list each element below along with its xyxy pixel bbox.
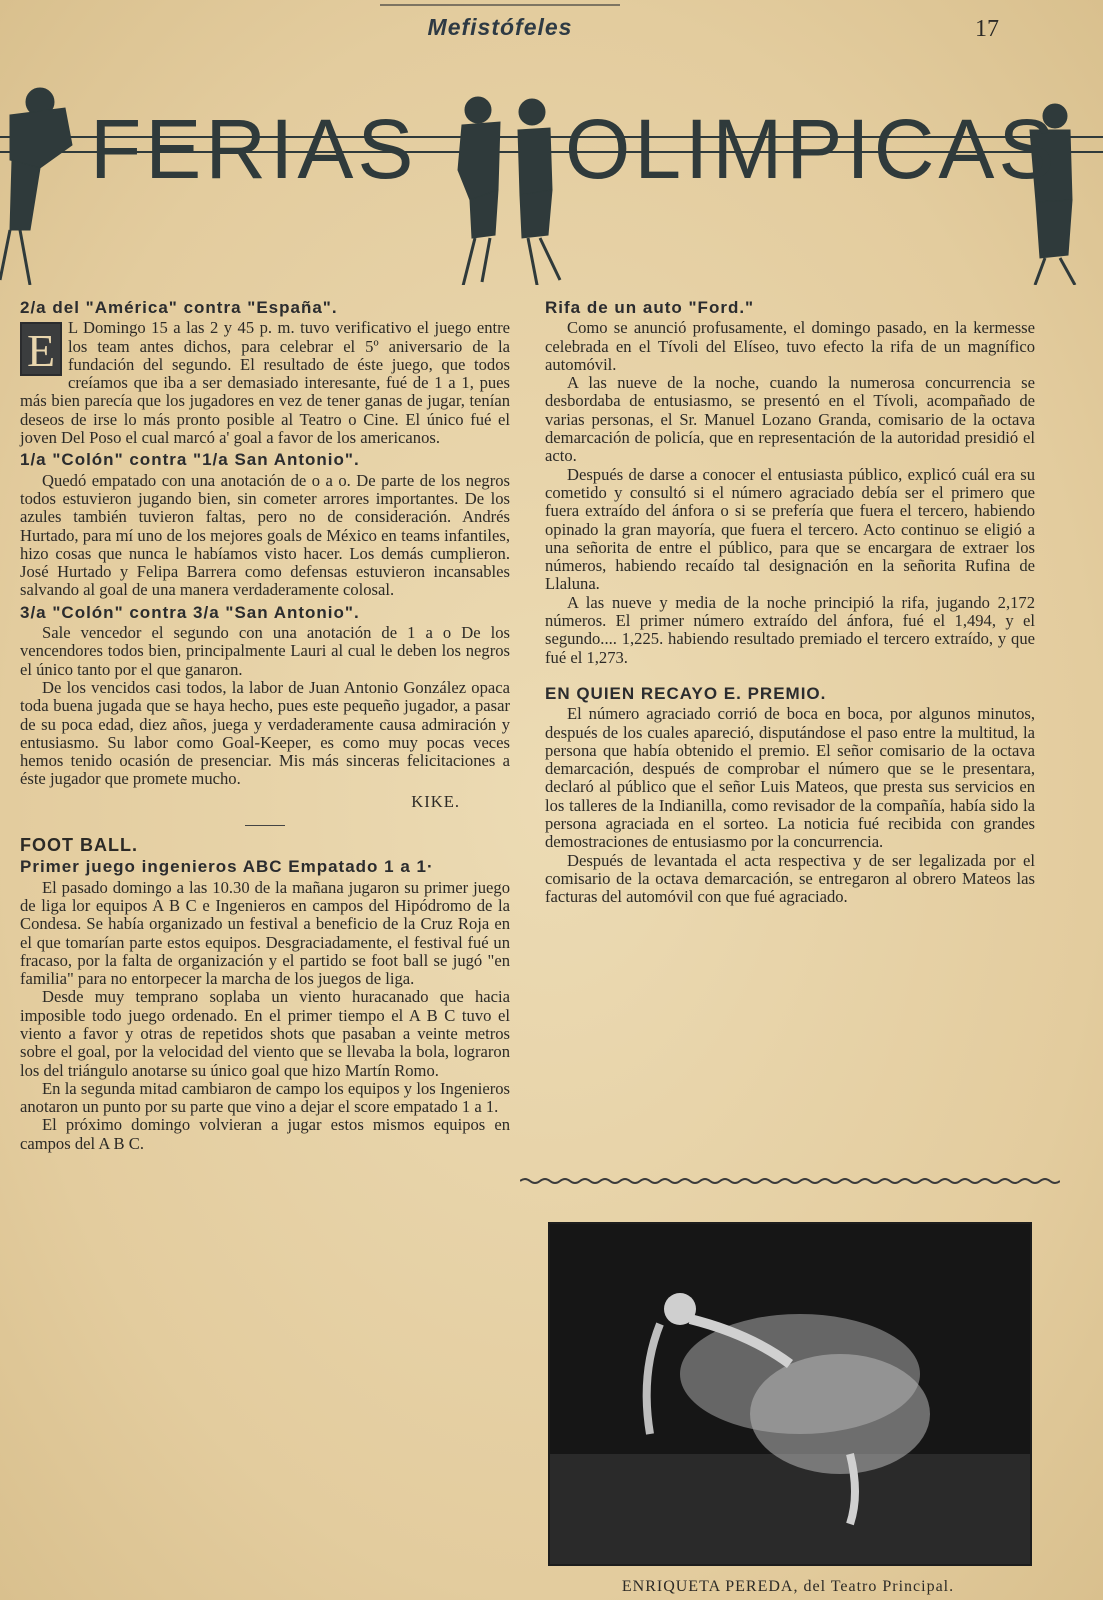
- paragraph: Después de darse a conocer el entusiasta público, explicó cuál era su cometido y consultó si el número agraciado debía ser el primero que fuera extraído del ánfora o si se prefería que fuera el tercero, habiendo opinado la gran mayoría, que fuera el tercero. Acto continuo se eligió a una señorita de entre el público, para que se encargara de extraer los números, habiendo recaído tal designación en la señorita Rufina de Llaluna.: [545, 464, 1035, 594]
- paragraph: El pasado domingo a las 10.30 de la mañana jugaron su primer juego de liga lor equipos A B C e Ingenieros en campos del Hipódromo de la Condesa. Se había organizado un festival a beneficio de la Cruz Roja en el que tomarían parte estos equipos. Desgraciadamente, el festival fué un fracaso, por la falta de organización y el partido se foot ball se jugó "en familia" para no entorpecer la marcha de los juegos de liga.: [20, 877, 510, 989]
- right-column: [545, 295, 1035, 907]
- paragraph: L Domingo 15 a las 2 y 45 p. m. tuvo verificativo el juego entre los team antes dichos, para celebrar el 5º aniversario de la fundación del segundo. El resultado de éste juego, que todos creíamos que iba a ser demasiado interesante, fué de 1 a 1, pues más bien parecía que los jugadores en vez de tener ganas de jugar, tenían deseos de irse lo más pronto posible al Teatro o Cine. El único fué el joven Del Poso el cual marcó a' goal a favor de los americanos.: [20, 318, 510, 448]
- section-title: 3/a "Colón" contra 3/a "San Antonio".: [20, 602, 360, 622]
- paragraph: Desde muy temprano soplaba un viento huracanado que hacia imposible todo juego ordenado. En el primer tiempo el A B C tuvo el viento a favor y otras de repetidos shots que pasaban a veinte metros sobre el goal, por la velocidad del viento que se llevaba la bola, lograron los del triángulo anotarse su único goal que hizo Martín Romo.: [20, 987, 510, 1080]
- photo-caption: ENRIQUETA PEREDA, del Teatro Principal.: [621, 1578, 955, 1595]
- top-rule: [380, 4, 620, 6]
- paragraph: El número agraciado corrió de boca en boca, por algunos minutos, después de los cuales apareció, disputándose el paso entre la multitud, la persona que había obtenido el premio. El señor comisario de la octava demarcación, después de comprobar el número que se le presentara, declaró al público que el señor Luis Mateos, que presta sus servicios en los talleres de la Indianilla, como revisador de la compañía, había sido la persona agraciada en el sorteo. La noticia fué recibida con grandes demostraciones de entusiasmo por la concurrencia.: [545, 704, 1035, 852]
- paragraph: Quedó empatado con una anotación de o a o. De parte de los negros todos estuvieron jugando bien, sin cometer arrores importantes. De los azules también tuvieron faltas, pero no de consideración. Andrés Hurtado, para mí uno de los mejores goals de México en teams infantiles, hizo cosas que nunca le habíamos visto hacer. Los demás cumplieron. José Hurtado y Felipa Barrera como defensas estuvieron incansables salvando al goal de una manera verdaderamente colosal.: [20, 470, 510, 600]
- drop-cap: E: [20, 322, 62, 376]
- section-title: Rifa de un auto "Ford.": [545, 298, 755, 317]
- athlete-figure: [10, 160, 40, 230]
- decorative-wave-rule: [520, 1177, 1060, 1185]
- left-column: [20, 295, 510, 1153]
- paragraph: Sale vencedor el segundo con una anotación de 1 a o De los vencendores todos bien, principalmente Lauri al cual le deben los negros el único tanto por el que ganaron.: [20, 623, 510, 679]
- banner-title-left: FERIAS: [90, 102, 418, 196]
- paragraph: El próximo domingo volvieran a jugar estos mismos equipos en campos del A B C.: [20, 1115, 510, 1153]
- section-title: 1/a "Colón" contra "1/a San Antonio".: [20, 450, 360, 470]
- section-heading: FOOT BALL.: [20, 835, 138, 856]
- section-title: 2/a del "América" contra "España".: [20, 298, 338, 317]
- paragraph: Después de levantada el acta respectiva y de ser legalizada por el comisario de la octava demarcación, se entregaron al obrero Mateos las facturas del automóvil con que fué agraciado.: [545, 850, 1035, 907]
- divider: [245, 825, 285, 826]
- dancer-photograph: [548, 1222, 1032, 1566]
- ferias-olimpicas-banner: [0, 50, 1103, 285]
- running-head: Mefistófeles: [427, 14, 573, 40]
- paragraph: En la segunda mitad cambiaron de campo los equipos y los Ingenieros anotaron un punto por su parte que vino a dejar el score empatado 1 a 1.: [20, 1078, 510, 1117]
- banner-title-right: OLIMPICAS: [565, 102, 1059, 196]
- paragraph: A las nueve de la noche, cuando la numerosa concurrencia se desbordaba de entusiasmo, se presentó en el Tívoli, acompañado de varias personas, el Sr. Manuel Lozano Granda, comisario de la octava demarcación de policía, que en representación de la autoridad presidió el acto.: [545, 373, 1035, 466]
- section-title: EN QUIEN RECAYO E. PREMIO.: [545, 683, 827, 703]
- paragraph: A las nueve y media de la noche principió la rifa, jugando 2,172 números. El primer número extraído del ánfora, fué el 1,494, y el segundo.... 1,225. habiendo resultado premiado el tercero extraído, y que fué el 1,273.: [545, 592, 1035, 667]
- paragraph: Como se anunció profusamente, el domingo pasado, en la kermesse celebrada en el Tívoli del Elíseo, tuvo efecto la rifa de un magnífico automóvil.: [545, 318, 1035, 374]
- author-signature: KIKE.: [411, 791, 460, 811]
- section-title: Primer juego ingenieros ABC Empatado 1 a 1·: [20, 857, 434, 877]
- paragraph: De los vencidos casi todos, la labor de Juan Antonio González opaca toda buena jugada que se haya hecho, pues este pequeño jugador, a pasar de su poca edad, diez años, juega y verdaderamente causa admiración y entusiasmo. Su labor como Goal-Keeper, es como muy pocas veces hemos tenido ocasión de presenciar. Mis más sinceras felicitaciones a éste jugador que promete mucho.: [20, 677, 510, 789]
- page-number: 17: [975, 16, 999, 42]
